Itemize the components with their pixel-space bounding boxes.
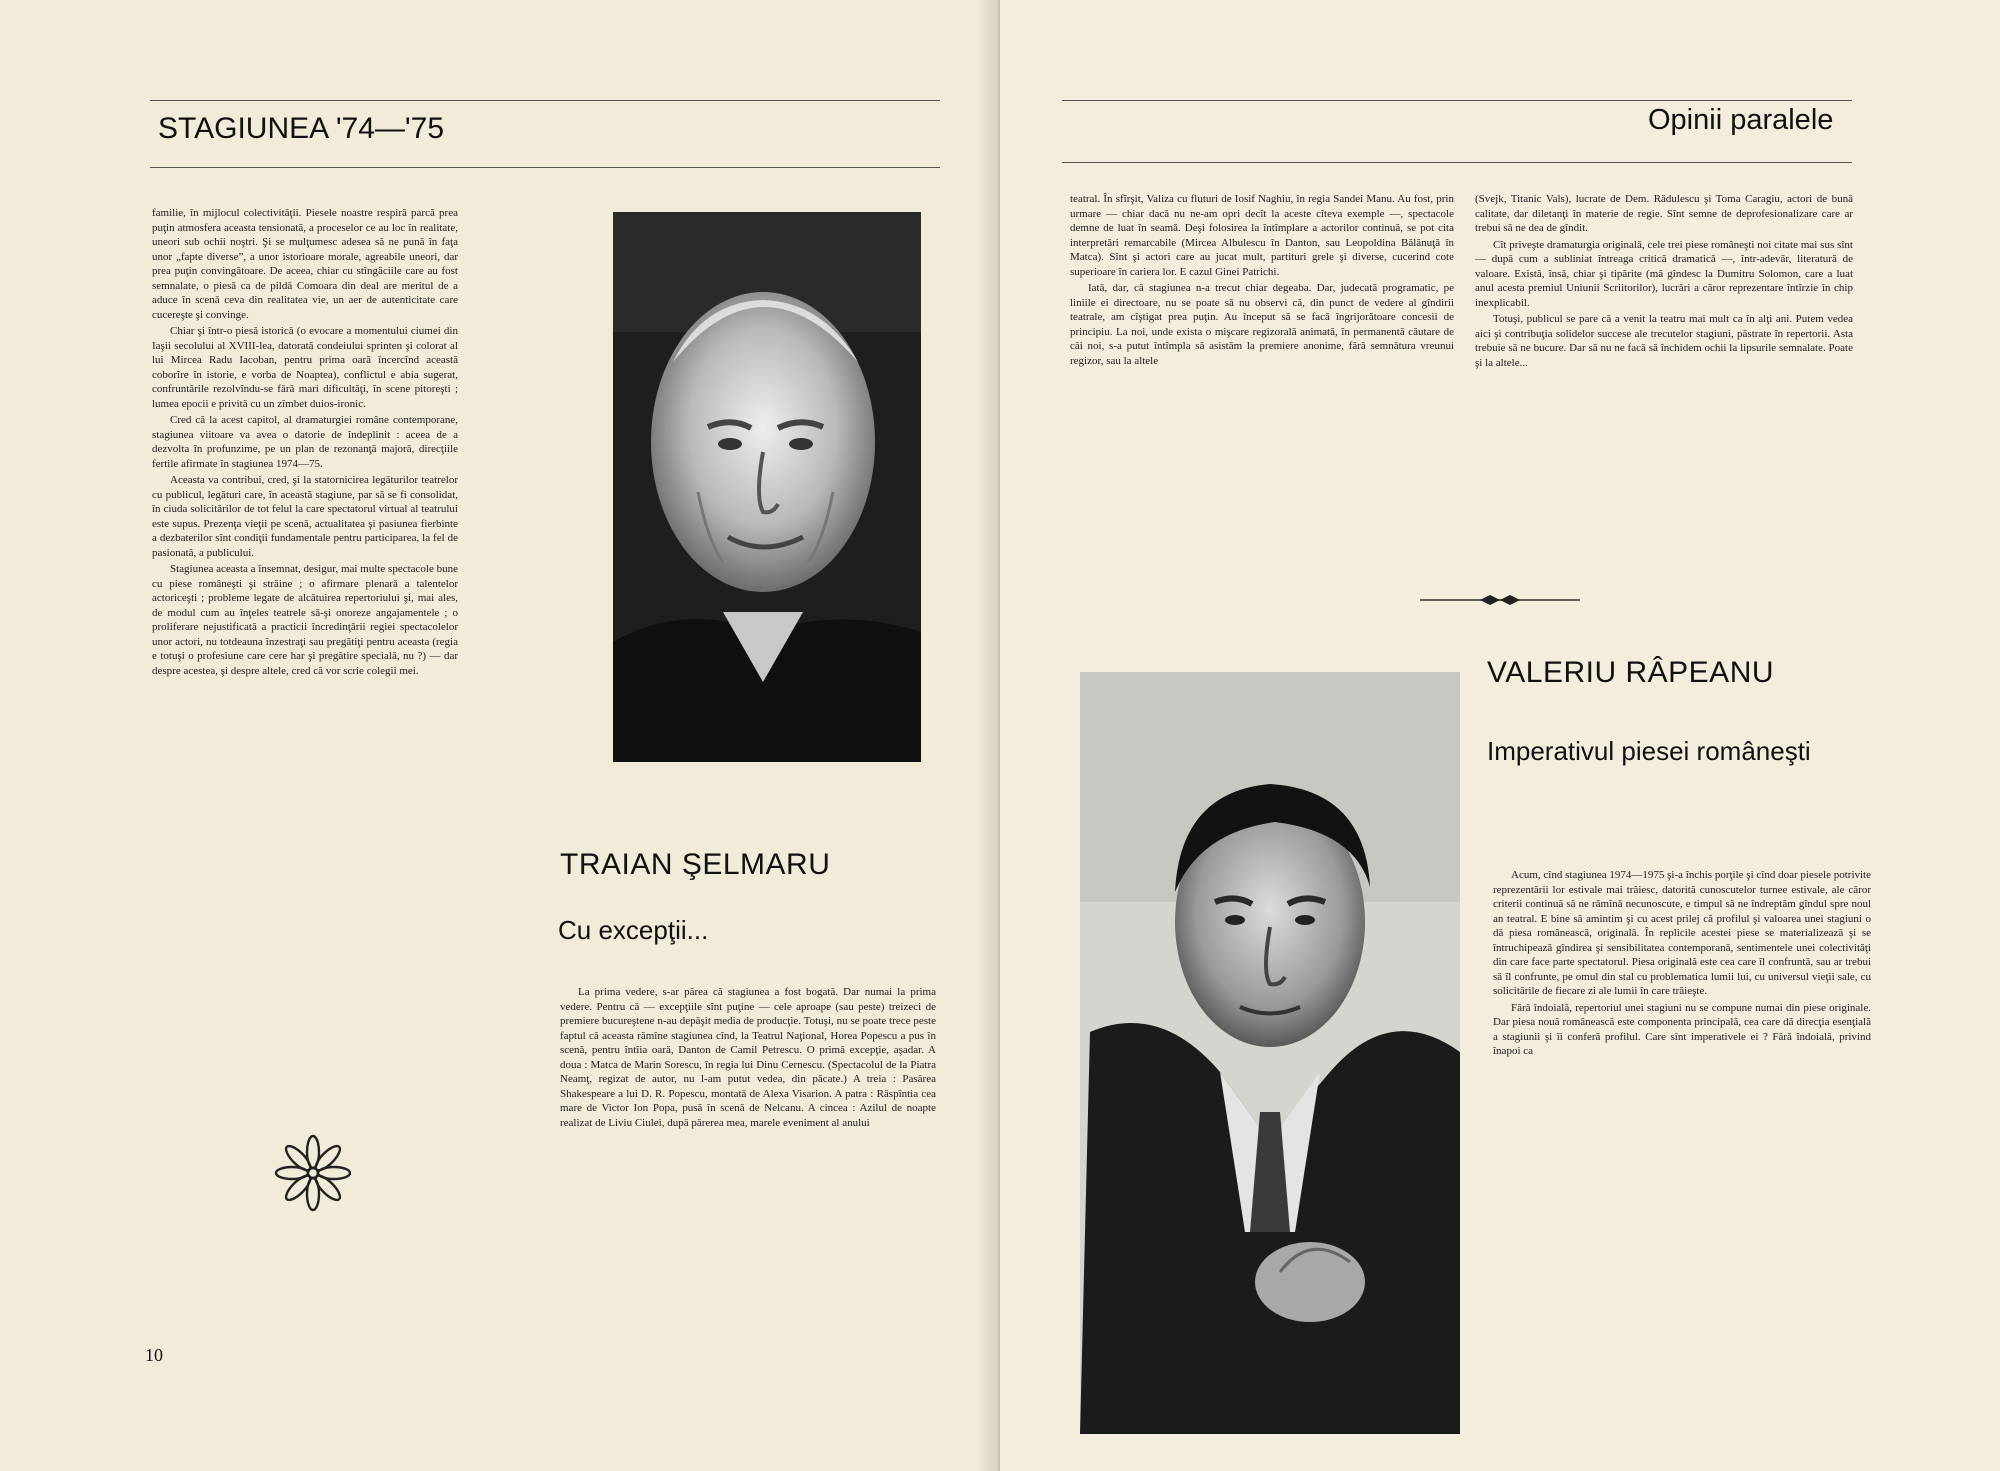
article-title: Cu excepţii... xyxy=(558,915,709,945)
page-number: 10 xyxy=(145,1345,163,1365)
right-page xyxy=(1000,0,2000,1471)
paragraph: Fără îndoială, repertoriul unei stagiuni nu se compune numai din piese originale. Dar piesa nouă românească este componenta principală, cea care dă direcţia esenţială a stagiunii şi îi conferă profilul. Care sînt imperativele ei ? Fără îndoială, privind înapoi ca xyxy=(1493,1001,1871,1057)
text-column-right xyxy=(1475,192,1853,372)
flower-ornament xyxy=(270,1130,356,1216)
text-column-right xyxy=(560,985,936,1132)
text-column-left xyxy=(1070,192,1454,370)
header-bottom-rule xyxy=(1062,162,1852,163)
gutter-shadow-left xyxy=(976,0,1000,1471)
author-portrait-photo xyxy=(1080,672,1460,1434)
divider-ornament xyxy=(1420,590,1580,610)
paragraph: Totuşi, publicul se pare că a venit la teatru mai mult ca în alţi ani. Putem vedea aici şi contribuţia solidelor succese ale trecutelor stagiuni, păstrate în repertorii. Asta trebuie să ne bucure. Dar să nu ne facă să închidem ochii la lipsurile semnalate. Poate şi la altele... xyxy=(1475,313,1853,369)
paragraph: teatral. În sfîrşit, Valiza cu fluturi de Iosif Naghiu, în regia Sandei Manu. Au fost, prin urmare — chiar dacă nu ne-am opri decît la aceste cîteva exemple —, spectacole demne de luat în seamă. Deşi folosirea la întîmplare a actorilor continuă, se pot cita interpretări remarcabile (Mircea Albulescu în Danton, sau Leopoldina Bălănuţă în Matca). Sînt şi actori care au jucat mult, partituri grele şi diverse, cucerind cote superioare în cariera lor. E cazul Ginei Patrichi. xyxy=(1070,193,1454,278)
header-top-rule xyxy=(1062,100,1852,101)
paragraph: Stagiunea aceasta a însemnat, desigur, mai multe spectacole bune cu piese româneşti şi străine ; o afirmare plenară a talentelor actoriceşti ; probleme legate de alcătuirea repertoriului şi, mai ales, de modul cum au înţeles teatrele să-şi onoreze angajamentele ; o proliferare nejustificată a practicii încredinţării regiei spectacolelor unor actori, nu totdeauna înzestraţi sau pregătiţi pentru aceasta (regia e totuşi o profesiune care cere har şi pregătire specială, nu ?) — dar despre acestea, şi despre altele, cred că vor scrie colegii mei. xyxy=(152,563,458,677)
author-name: VALERIU RÂPEANU xyxy=(1487,656,1775,689)
header-top-rule xyxy=(150,100,940,101)
text-column-left xyxy=(152,206,458,680)
paragraph: Aceasta va contribui, cred, şi la statornicirea legăturilor teatrelor cu publicul, legături care, în această stagiune, par să se fi consolidat, în ciuda solicitărilor de tot felul la care spectatorul virtual al teatrului este supus. Prezenţa vieţii pe scenă, actualitatea şi pasiunea fierbinte a dezbaterilor sînt condiţii fundamentale pentru participarea, la fel de pasionată, a publicului. xyxy=(152,474,458,559)
paragraph: La prima vedere, s-ar părea că stagiunea a fost bogată. Dar numai la prima vedere. Pentru că — excepţiile sînt puţine — cele aproape (sau peste) treizeci de premiere bucureştene n-au depăşit media de producţie. Totuşi, nu se poate trece peste faptul că aceasta rămîne stagiunea cînd, la Teatrul Naţional, Horea Popescu a pus în scenă, pentru întîia oară, Danton de Camil Petrescu. O primă excepţie, aşadar. A doua : Matca de Marin Sorescu, în regia lui Dinu Cernescu. (Spectacolul de la Piatra Neamţ, regizat de autor, nu l-am putut vedea, din păcate.) A treia : Pasărea Shakespeare a lui D. R. Popescu, montată de Alexa Visarion. A patra : Răspîntia cea mare de Victor Ion Popa, pusă în scenă de Nelcanu. A cincea : Azilul de noapte realizat de Liviu Ciulei, după părerea mea, marele eveniment al anului xyxy=(560,986,936,1129)
author-portrait-photo xyxy=(613,212,921,762)
section-header: Opinii paralele xyxy=(1648,104,1834,136)
paragraph: Cît priveşte dramaturgia originală, cele trei piese româneşti noi citate mai sus sînt — după cum a subliniat întreaga critică dramatică —, într-adevăr, literatură de valoare. Există, însă, chiar şi tipărite (mă gîndesc la Dumitru Solomon, care a luat anul acesta premiul Uniunii Scriitorilor), lucrări a căror reprezentare întîrzie în chip inexplicabil. xyxy=(1475,238,1853,309)
section-header: STAGIUNEA '74—'75 xyxy=(158,112,445,145)
header-bottom-rule xyxy=(150,167,940,168)
paragraph: Acum, cînd stagiunea 1974—1975 şi-a închis porţile şi cînd doar piesele potrivite reprezentării lor estivale mai trăiesc, datorită cunoscutelor turnee estivale, ale căror criterii continuă să ne rămînă necunoscute, e timpul să ne îndreptăm gîndul spre noul an teatral. E bine să amintim şi cu acest prilej că profilul şi valoarea unei stagiuni o dă piesa românească, originală. În replicile acestei piese se materializează şi se întruchipează gîndirea şi sensibilitatea contemporană, sentimentele unei colectivităţi din care face parte spectatorul. Piesa originală este cea care îl confruntă, sau ar trebui să îl confrunte, pe omul din stal cu problematica lumii lui, cu universul vieţii sale, cu solicitările de fiecare zi ale lumii în care trăieşte. xyxy=(1493,869,1871,997)
text-column-article xyxy=(1493,868,1871,1061)
paragraph: familie, în mijlocul colectivităţii. Piesele noastre respiră parcă prea puţin atmosfera aceasta tensionată, a proceselor ce au loc în realitate, uneori sub ochii noştri. Şi se mulţumesc adesea să ne pună în faţa unor „fapte diverse”, a unor istorioare morale, agreabile uneori, dar prea puţin convingătoare. De aceea, chiar cu stîngăciile care au fost semnalate, o piesă ca de pildă Comoara din deal are meritul de a aduce în scenă ceva din realitatea vie, un aer de autenticitate care cucereşte şi convinge. xyxy=(152,207,458,321)
author-name: TRAIAN ŞELMARU xyxy=(560,848,831,881)
paragraph: (Svejk, Titanic Vals), lucrate de Dem. Rădulescu şi Toma Caragiu, actori de bună calitate, dar diletanţi în materie de regie. Sînt semne de deprofesionalizare care ar trebui să ne dea de gîndit. xyxy=(1475,193,1853,234)
article-title: Imperativul piesei româneşti xyxy=(1487,736,1811,766)
paragraph: Cred că la acest capitol, al dramaturgiei române contemporane, stagiunea viitoare va avea o datorie de îndeplinit : aceea de a dezvolta în profunzime, pe un plan de rezonanţă majoră, direcţiile fertile afirmate în stagiunea 1974—75. xyxy=(152,414,458,470)
paragraph: Iată, dar, că stagiunea n-a trecut chiar degeaba. Dar, judecată programatic, pe liniile ei directoare, nu se poate să nu observi că, din punct de vedere al gîndirii teatrale, am cîştigat prea puţin. Au început să se facă îngrijorătoare concesii de principiu. La noi, unde exista o mişcare regizorală animată, în permanentă căutare de căi noi, s-a putut întîmpla să asistăm la premiere anonime, fără semnătura vreunui regizor, sau la altele xyxy=(1070,282,1454,367)
paragraph: Chiar şi într-o piesă istorică (o evocare a momentului ciumei din Iaşii secolului al XVIII-lea, datorată condeiului sprinten şi colorat al lui Mircea Radu Iacoban, pentru prima oară încercînd această coborîre în istorie, e vorba de Noaptea), conflictul e abia sugerat, confruntările rezolvîndu-se fără mari dificultăţi, în scene pitoreşti ; lumea epocii e privită cu un zîmbet duios-ironic. xyxy=(152,325,458,410)
